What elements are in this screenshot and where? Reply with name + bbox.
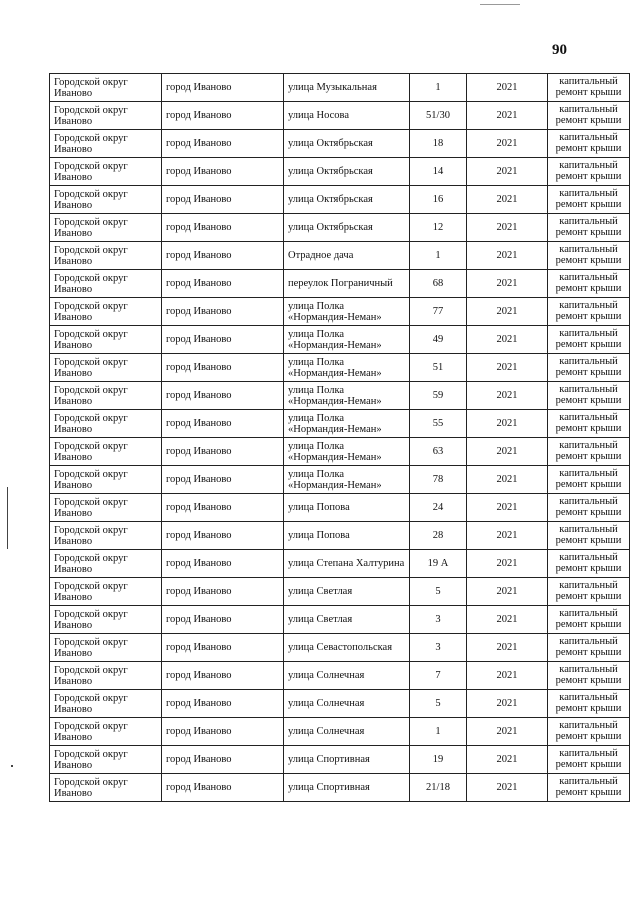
table-row	[50, 326, 630, 354]
city-cell: город Иваново	[162, 158, 284, 186]
table-row	[50, 298, 630, 326]
work-type-cell: капитальный ремонт крыши	[548, 354, 630, 382]
table-row	[50, 774, 630, 802]
house-number-cell: 1	[410, 718, 467, 746]
okrug-cell: Городской округ Иваново	[50, 158, 162, 186]
work-type-cell: капитальный ремонт крыши	[548, 438, 630, 466]
work-type-cell: капитальный ремонт крыши	[548, 130, 630, 158]
street-cell: улица Октябрьская	[284, 186, 410, 214]
okrug-cell: Городской округ Иваново	[50, 270, 162, 298]
work-type-cell: капитальный ремонт крыши	[548, 522, 630, 550]
okrug-cell: Городской округ Иваново	[50, 438, 162, 466]
table-row	[50, 382, 630, 410]
house-number-cell: 16	[410, 186, 467, 214]
year-cell: 2021	[467, 298, 548, 326]
okrug-cell: Городской округ Иваново	[50, 662, 162, 690]
city-cell: город Иваново	[162, 718, 284, 746]
street-cell: улица Октябрьская	[284, 130, 410, 158]
okrug-cell: Городской округ Иваново	[50, 214, 162, 242]
house-number-cell: 28	[410, 522, 467, 550]
city-cell: город Иваново	[162, 746, 284, 774]
street-cell: улица Полка «Нормандия-Неман»	[284, 298, 410, 326]
house-number-cell: 19 А	[410, 550, 467, 578]
city-cell: город Иваново	[162, 186, 284, 214]
city-cell: город Иваново	[162, 774, 284, 802]
year-cell: 2021	[467, 326, 548, 354]
table-row	[50, 214, 630, 242]
work-type-cell: капитальный ремонт крыши	[548, 550, 630, 578]
city-cell: город Иваново	[162, 382, 284, 410]
okrug-cell: Городской округ Иваново	[50, 690, 162, 718]
city-cell: город Иваново	[162, 522, 284, 550]
street-cell: улица Солнечная	[284, 690, 410, 718]
year-cell: 2021	[467, 102, 548, 130]
scan-mark-top	[480, 4, 520, 5]
street-cell: улица Спортивная	[284, 774, 410, 802]
year-cell: 2021	[467, 270, 548, 298]
work-type-cell: капитальный ремонт крыши	[548, 466, 630, 494]
work-type-cell: капитальный ремонт крыши	[548, 774, 630, 802]
work-type-cell: капитальный ремонт крыши	[548, 298, 630, 326]
house-number-cell: 55	[410, 410, 467, 438]
house-number-cell: 1	[410, 74, 467, 102]
table-row	[50, 158, 630, 186]
table-row	[50, 74, 630, 102]
year-cell: 2021	[467, 774, 548, 802]
house-number-cell: 5	[410, 690, 467, 718]
okrug-cell: Городской округ Иваново	[50, 466, 162, 494]
work-type-cell: капитальный ремонт крыши	[548, 410, 630, 438]
house-number-cell: 7	[410, 662, 467, 690]
okrug-cell: Городской округ Иваново	[50, 774, 162, 802]
street-cell: улица Попова	[284, 494, 410, 522]
registry-table-body	[50, 74, 630, 802]
work-type-cell: капитальный ремонт крыши	[548, 326, 630, 354]
year-cell: 2021	[467, 438, 548, 466]
okrug-cell: Городской округ Иваново	[50, 634, 162, 662]
okrug-cell: Городской округ Иваново	[50, 578, 162, 606]
house-number-cell: 77	[410, 298, 467, 326]
work-type-cell: капитальный ремонт крыши	[548, 382, 630, 410]
table-row	[50, 606, 630, 634]
registry-table	[49, 73, 630, 802]
work-type-cell: капитальный ремонт крыши	[548, 578, 630, 606]
city-cell: город Иваново	[162, 102, 284, 130]
year-cell: 2021	[467, 550, 548, 578]
city-cell: город Иваново	[162, 662, 284, 690]
city-cell: город Иваново	[162, 130, 284, 158]
street-cell: улица Носова	[284, 102, 410, 130]
table-row	[50, 578, 630, 606]
table-row	[50, 102, 630, 130]
city-cell: город Иваново	[162, 634, 284, 662]
street-cell: улица Спортивная	[284, 746, 410, 774]
work-type-cell: капитальный ремонт крыши	[548, 270, 630, 298]
year-cell: 2021	[467, 382, 548, 410]
year-cell: 2021	[467, 466, 548, 494]
year-cell: 2021	[467, 158, 548, 186]
okrug-cell: Городской округ Иваново	[50, 298, 162, 326]
city-cell: город Иваново	[162, 214, 284, 242]
okrug-cell: Городской округ Иваново	[50, 186, 162, 214]
year-cell: 2021	[467, 634, 548, 662]
work-type-cell: капитальный ремонт крыши	[548, 102, 630, 130]
year-cell: 2021	[467, 242, 548, 270]
table-row	[50, 186, 630, 214]
city-cell: город Иваново	[162, 438, 284, 466]
table-row	[50, 550, 630, 578]
city-cell: город Иваново	[162, 690, 284, 718]
street-cell: улица Попова	[284, 522, 410, 550]
street-cell: улица Солнечная	[284, 718, 410, 746]
year-cell: 2021	[467, 130, 548, 158]
okrug-cell: Городской округ Иваново	[50, 130, 162, 158]
street-cell: улица Севастопольская	[284, 634, 410, 662]
table-row	[50, 690, 630, 718]
city-cell: город Иваново	[162, 578, 284, 606]
street-cell: улица Полка «Нормандия-Неман»	[284, 466, 410, 494]
table-row	[50, 718, 630, 746]
city-cell: город Иваново	[162, 326, 284, 354]
city-cell: город Иваново	[162, 74, 284, 102]
city-cell: город Иваново	[162, 270, 284, 298]
table-row	[50, 354, 630, 382]
year-cell: 2021	[467, 718, 548, 746]
work-type-cell: капитальный ремонт крыши	[548, 606, 630, 634]
okrug-cell: Городской округ Иваново	[50, 606, 162, 634]
house-number-cell: 49	[410, 326, 467, 354]
work-type-cell: капитальный ремонт крыши	[548, 634, 630, 662]
street-cell: улица Октябрьская	[284, 158, 410, 186]
okrug-cell: Городской округ Иваново	[50, 522, 162, 550]
city-cell: город Иваново	[162, 242, 284, 270]
work-type-cell: капитальный ремонт крыши	[548, 242, 630, 270]
year-cell: 2021	[467, 522, 548, 550]
scan-mark-left	[7, 487, 8, 549]
page-number: 90	[552, 42, 567, 58]
work-type-cell: капитальный ремонт крыши	[548, 746, 630, 774]
year-cell: 2021	[467, 746, 548, 774]
street-cell: улица Полка «Нормандия-Неман»	[284, 438, 410, 466]
street-cell: улица Полка «Нормандия-Неман»	[284, 326, 410, 354]
city-cell: город Иваново	[162, 550, 284, 578]
scan-mark-dot	[11, 765, 13, 767]
house-number-cell: 18	[410, 130, 467, 158]
year-cell: 2021	[467, 74, 548, 102]
year-cell: 2021	[467, 606, 548, 634]
table-row	[50, 746, 630, 774]
house-number-cell: 3	[410, 606, 467, 634]
work-type-cell: капитальный ремонт крыши	[548, 494, 630, 522]
house-number-cell: 3	[410, 634, 467, 662]
street-cell: улица Октябрьская	[284, 214, 410, 242]
house-number-cell: 21/18	[410, 774, 467, 802]
house-number-cell: 68	[410, 270, 467, 298]
okrug-cell: Городской округ Иваново	[50, 410, 162, 438]
work-type-cell: капитальный ремонт крыши	[548, 74, 630, 102]
street-cell: улица Полка «Нормандия-Неман»	[284, 354, 410, 382]
city-cell: город Иваново	[162, 410, 284, 438]
city-cell: город Иваново	[162, 466, 284, 494]
city-cell: город Иваново	[162, 494, 284, 522]
street-cell: улица Музыкальная	[284, 74, 410, 102]
table-row	[50, 410, 630, 438]
okrug-cell: Городской округ Иваново	[50, 102, 162, 130]
city-cell: город Иваново	[162, 298, 284, 326]
street-cell: улица Солнечная	[284, 662, 410, 690]
city-cell: город Иваново	[162, 606, 284, 634]
year-cell: 2021	[467, 354, 548, 382]
year-cell: 2021	[467, 494, 548, 522]
street-cell: улица Светлая	[284, 606, 410, 634]
work-type-cell: капитальный ремонт крыши	[548, 186, 630, 214]
street-cell: улица Светлая	[284, 578, 410, 606]
house-number-cell: 1	[410, 242, 467, 270]
okrug-cell: Городской округ Иваново	[50, 326, 162, 354]
street-cell: переулок Пограничный	[284, 270, 410, 298]
table-row	[50, 522, 630, 550]
house-number-cell: 51/30	[410, 102, 467, 130]
work-type-cell: капитальный ремонт крыши	[548, 158, 630, 186]
okrug-cell: Городской округ Иваново	[50, 494, 162, 522]
work-type-cell: капитальный ремонт крыши	[548, 690, 630, 718]
house-number-cell: 5	[410, 578, 467, 606]
year-cell: 2021	[467, 410, 548, 438]
table-row	[50, 466, 630, 494]
okrug-cell: Городской округ Иваново	[50, 74, 162, 102]
work-type-cell: капитальный ремонт крыши	[548, 214, 630, 242]
table-row	[50, 130, 630, 158]
table-row	[50, 494, 630, 522]
table-row	[50, 270, 630, 298]
okrug-cell: Городской округ Иваново	[50, 550, 162, 578]
street-cell: улица Полка «Нормандия-Неман»	[284, 410, 410, 438]
house-number-cell: 63	[410, 438, 467, 466]
table-row	[50, 242, 630, 270]
okrug-cell: Городской округ Иваново	[50, 718, 162, 746]
okrug-cell: Городской округ Иваново	[50, 242, 162, 270]
year-cell: 2021	[467, 578, 548, 606]
house-number-cell: 51	[410, 354, 467, 382]
okrug-cell: Городской округ Иваново	[50, 382, 162, 410]
street-cell: Отрадное дача	[284, 242, 410, 270]
house-number-cell: 12	[410, 214, 467, 242]
year-cell: 2021	[467, 186, 548, 214]
okrug-cell: Городской округ Иваново	[50, 746, 162, 774]
year-cell: 2021	[467, 214, 548, 242]
house-number-cell: 19	[410, 746, 467, 774]
house-number-cell: 14	[410, 158, 467, 186]
year-cell: 2021	[467, 690, 548, 718]
table-row	[50, 662, 630, 690]
city-cell: город Иваново	[162, 354, 284, 382]
house-number-cell: 78	[410, 466, 467, 494]
work-type-cell: капитальный ремонт крыши	[548, 718, 630, 746]
work-type-cell: капитальный ремонт крыши	[548, 662, 630, 690]
table-row	[50, 438, 630, 466]
house-number-cell: 24	[410, 494, 467, 522]
street-cell: улица Степана Халтурина	[284, 550, 410, 578]
year-cell: 2021	[467, 662, 548, 690]
okrug-cell: Городской округ Иваново	[50, 354, 162, 382]
street-cell: улица Полка «Нормандия-Неман»	[284, 382, 410, 410]
house-number-cell: 59	[410, 382, 467, 410]
table-row	[50, 634, 630, 662]
